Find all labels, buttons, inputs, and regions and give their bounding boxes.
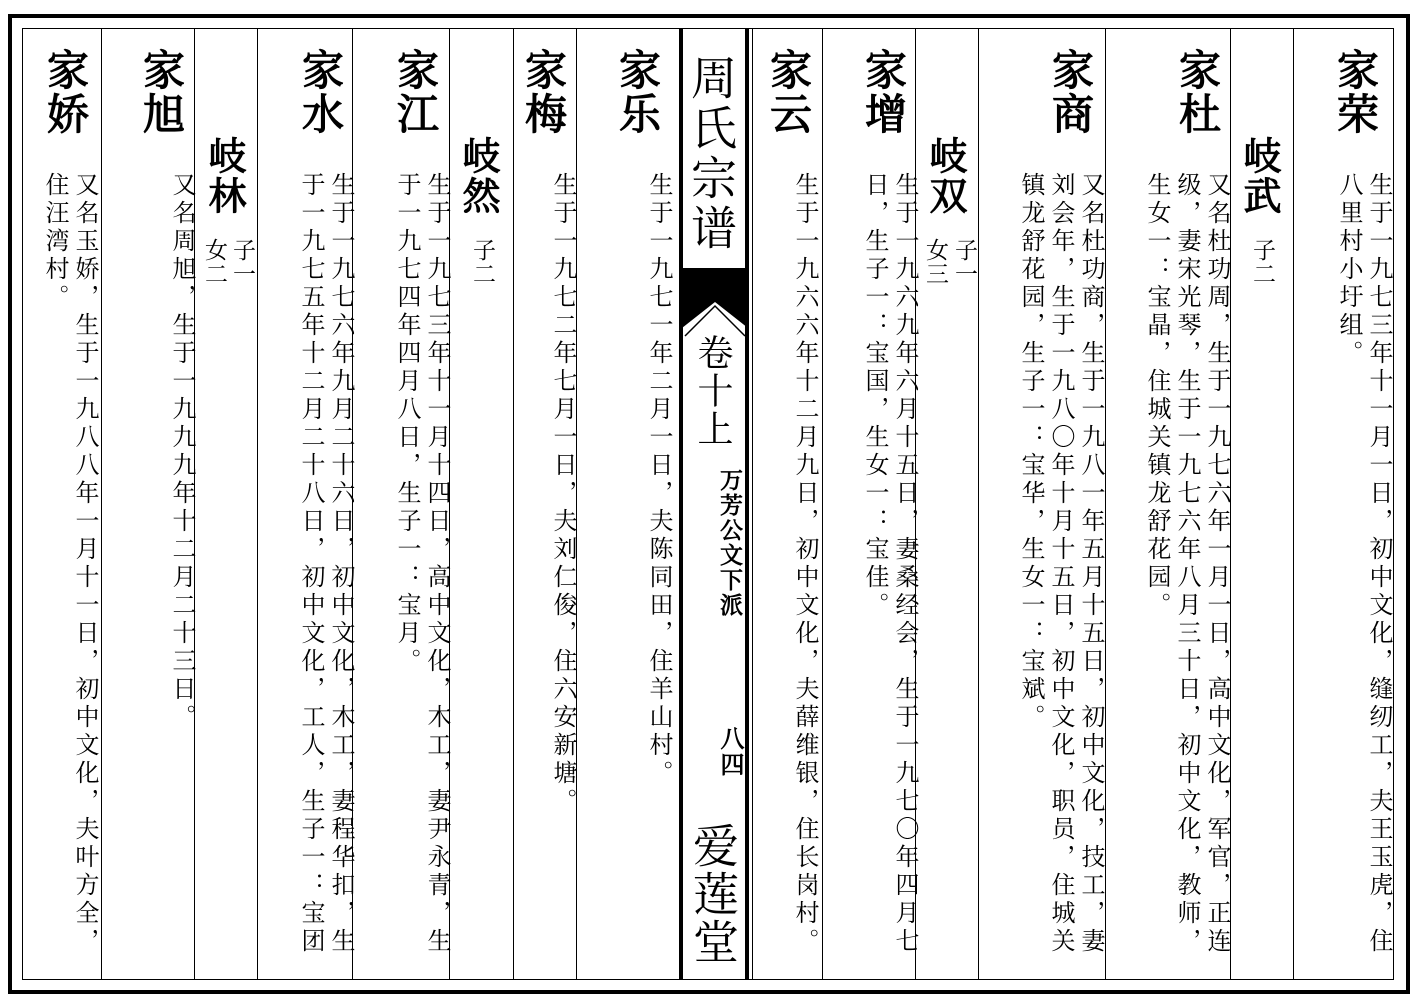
hall-name: 爱莲堂 [686,822,740,966]
entry-name-zeng: 家增 [859,48,908,136]
column-divider [978,29,979,979]
generation-name-wu: 岐武 [1237,136,1282,216]
generation-name-ran: 岐然 [456,136,501,216]
branch-label: 万芳公文下派 [716,468,743,618]
children-count-ran: 子二 [469,238,495,286]
volume-label: 卷十上 [692,334,733,448]
entry-bio-xu: 又名周旭，生于一九九九年十二月二十三日。 [168,172,196,732]
entry-name-yun: 家云 [764,48,813,136]
page-number: 八四 [716,726,745,778]
entry-name-shui: 家水 [296,48,345,136]
children-count-lin-sons: 子一 [229,238,255,286]
book-title: 周氏宗谱 [684,54,738,254]
entry-bio-du: 又名杜功周，生于一九七六年一月一日，高中文化，军官，正连级，妻宋光琴，生于一九七六年八月三十日，初中文化，教师，生女一：宝晶，住城关镇龙舒花园。 [1143,172,1231,956]
column-divider [513,29,514,979]
entry-bio-mei: 生于一九七二年七月一日，夫刘仁俊，住六安新塘。 [549,172,577,816]
entry-bio-shang: 又名杜功商，生于一九八一年五月十五日，初中文化，技工，妻刘会年，生于一九八〇年十月十五日，初中文化，职员，住城关镇龙舒花园，生子一：宝华，生女一：宝斌。 [1017,172,1105,956]
entry-bio-jiang: 生于一九七三年十一月十四日，高中文化，木工，妻尹永青，生于一九七四年四月八日，生子一：宝月。 [393,172,451,956]
children-count-shuang-sons: 子一 [951,238,977,286]
entry-bio-yun: 生于一九六六年十二月九日，初中文化，夫薛维银，住长岗村。 [791,172,819,956]
entry-bio-rong: 生于一九七三年十一月一日，初中文化，缝纫工，夫王玉虎，住八里村小圩组。 [1335,172,1393,956]
generation-name-lin: 岐林 [202,136,247,216]
entry-name-le: 家乐 [613,48,662,136]
entry-name-xu: 家旭 [137,48,186,136]
children-count-lin-daughters: 女二 [201,238,227,286]
entry-name-du: 家杜 [1173,48,1222,136]
column-divider [1293,29,1294,979]
entry-bio-jiao: 又名玉娇，生于一九八八年一月十一日，初中文化，夫叶方全，住汪湾村。 [41,172,99,956]
generation-name-shuang: 岐双 [923,136,968,216]
column-divider [257,29,258,979]
column-divider [822,29,823,979]
center-divider-right [745,29,749,979]
center-divider-left [679,29,683,979]
entry-bio-le: 生于一九七一年二月一日，夫陈同田，住羊山村。 [645,172,673,788]
entry-name-rong: 家荣 [1331,48,1380,136]
entry-name-shang: 家商 [1046,48,1095,136]
entry-name-mei: 家梅 [519,48,568,136]
children-count-shuang-daughters: 女三 [922,238,948,286]
column-divider [101,29,102,979]
column-divider [752,29,753,979]
entry-bio-shui: 生于一九七六年九月二十六日，初中文化，木工，妻程华扣，生于一九七五年十二月二十八日，初中文化，工人，生子一：宝团 [297,172,355,956]
entry-bio-zeng: 生于一九六九年六月十五日，妻桑经会，生于一九七〇年四月七日，生子一：宝国，生女一：宝佳。 [861,172,919,956]
children-count-wu: 子二 [1249,238,1275,286]
entry-name-jiao: 家娇 [41,48,90,136]
entry-name-jiang: 家江 [391,48,440,136]
